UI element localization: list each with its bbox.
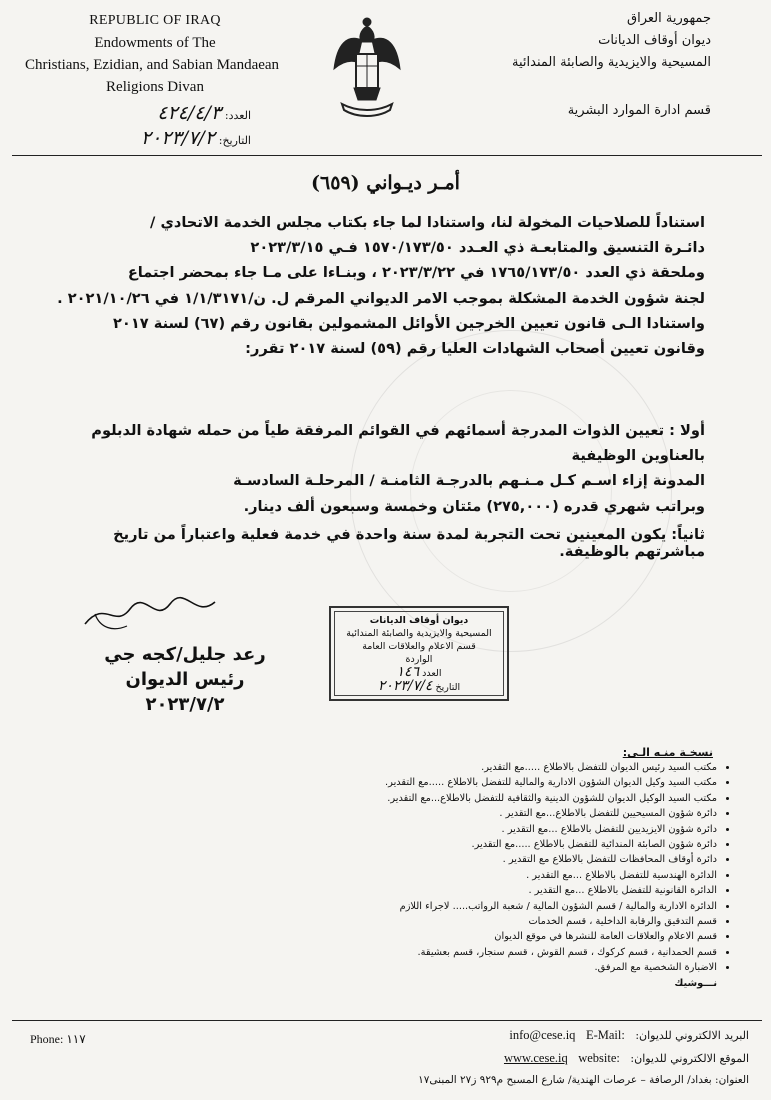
body-line: لجنة شؤون الخدمة المشكلة بموجب الامر الديواني المرقم ل. ن/١/١/٣١٧١ في ٢٠٢١/١٠/٢٦ . <box>57 289 705 307</box>
list-item: • الدائرة الهندسية للتفضل بالاطلاع ...مع التقدير . <box>211 868 717 883</box>
list-item: • مكتب السيد وكيل الديوان الشؤون الادارية والمالية للتفضل بالاطلاع .....مع التقدير. <box>211 775 717 790</box>
copies-list <box>211 760 731 991</box>
stamp-date-label: التاريخ <box>435 682 461 693</box>
iraq-emblem-icon <box>332 14 402 122</box>
list-item: • الدائرة القانونية للتفضل بالاطلاع ...مع التقدير . <box>211 883 717 898</box>
email-label-ar: البريد الالكتروني للديوان: <box>635 1029 749 1042</box>
list-item: • دائرة شؤون الايزيديين للتفضل بالاطلاع ...مع التقدير . <box>211 822 717 837</box>
email-value[interactable]: info@cese.iq <box>509 1028 576 1042</box>
signatory-title: رئيس الديوان <box>125 669 245 690</box>
body-line: وملحقة ذي العدد ١٧٦٥/١٧٣/٥٠ في ٢٠٢٣/٣/٢٢ ، وبنـاءا على مـا جاء بمحضر اجتماع <box>127 264 705 282</box>
body-line: واستنادا الـى قانون تعيين الخرجين الأوائل المشمولين بقانون رقم (٦٧) لسنة ٢٠١٧ <box>113 314 705 332</box>
header-en-line3: Christians, Ezidian, and Sabian Mandaean <box>24 57 280 73</box>
list-item: • قسم الاعلام والعلاقات العامة للنشرها في موقع الديوان <box>211 929 717 944</box>
order-body <box>40 210 705 361</box>
header-english <box>0 10 310 98</box>
copies-heading: نسخـة منـه الـى: <box>622 746 713 759</box>
first-line: وبراتب شهري قدره (٢٧٥,٠٠٠) مئتان وخمسة وسبعون ألف دينار. <box>243 497 705 515</box>
order-first-clause <box>40 418 705 519</box>
order-title: أمـر ديـواني (٦٥٩) <box>311 172 460 194</box>
stamp-line2: المسيحية والايزيدية والصابئة المندائية <box>346 628 492 639</box>
header-ar-line3: المسيحية والايزيدية والصابئة المندائية <box>512 55 711 70</box>
header-arabic <box>411 8 711 122</box>
signature-date: ٢٠٢٣/٧/٢ <box>145 694 225 715</box>
reference-block <box>0 102 251 152</box>
footer-phone <box>30 1032 86 1047</box>
footer-contacts <box>389 1024 749 1088</box>
body-line: استناداً للصلاحيات المخولة لنا، واستنادا لما جاء بكتاب مجلس الخدمة الاتحادي / <box>150 214 705 231</box>
header-en-line1: REPUBLIC OF IRAQ <box>89 13 221 28</box>
stamp-number-value: ١٤٦ <box>396 664 420 680</box>
footer-divider <box>12 1020 762 1021</box>
header-ar-line2: ديوان أوقاف الديانات <box>598 33 711 48</box>
list-item: • الدائرة الادارية والمالية / قسم الشؤون المالية / شعبة الرواتب..... لاجراء اللازم <box>211 899 717 914</box>
first-line: المدونة إزاء اسـم كـل مـنـهم بالدرجـة الثامنـة / المرحلـة السادسـة <box>233 472 705 490</box>
list-item: • مكتب السيد رئيس الديوان للتفضل بالاطلاع .....مع التقدير. <box>211 760 717 775</box>
list-item: نـــوشيك <box>674 977 717 989</box>
header-ar-line1: جمهورية العراق <box>627 11 711 26</box>
incoming-stamp <box>329 606 509 701</box>
list-item: • قسم الحمدانية ، قسم كركوك ، قسم القوش ، قسم سنجار، قسم بعشيقة. <box>211 945 717 960</box>
header-divider <box>12 155 762 156</box>
phone-label: Phone: <box>30 1032 64 1046</box>
email-label-en: E-Mail: <box>585 1028 625 1042</box>
phone-value: ١١٧ <box>66 1032 86 1046</box>
website-link[interactable]: www.cese.iq <box>503 1051 568 1065</box>
signatory-name: رعد جليل/كجه جي <box>104 644 266 665</box>
date-value: ٢٠٢٣/٧/٢ <box>140 127 215 149</box>
body-line: وقانون تعيين أصحاب الشهادات العليا رقم (٥٩) لسنة ٢٠١٧ تقرر: <box>245 340 705 358</box>
first-line: أولا : تعيين الذوات المدرجة أسمائهم في القوائم المرفقة طياً من حمله شهادة الدبلوم بالعناوين الوظيفية <box>91 422 705 465</box>
website-label-ar: الموقع الالكتروني للديوان: <box>630 1052 749 1065</box>
header-en-line2: Endowments of The <box>94 35 216 51</box>
list-item: • قسم التدقيق والرقابة الداخلية ، قسم الخدمات <box>211 914 717 929</box>
body-line: دائـرة التنسيق والمتابعـة ذي العـدد ١٥٧٠/١٧٣/٥٠ فـي ٢٠٢٣/٣/١٥ <box>250 239 705 257</box>
date-label: التاريخ: <box>218 134 251 147</box>
order-second-clause: ثانياً: يكون المعينين تحت التجربة لمدة سنة واحدة في خدمة فعلية واعتباراً من تاريخ مباشرتهم بالوظيفة. <box>113 526 705 560</box>
list-item: • مكتب السيد الوكيل الديوان للشؤون الدينية والثقافية للتفضل بالاطلاع...مع التقدير. <box>211 791 717 806</box>
number-label: العدد: <box>224 109 251 122</box>
list-item: • دائرة شؤون الصابئة المندائية للتفضل بالاطلاع .....مع التقدير. <box>211 837 717 852</box>
handwritten-signature-icon <box>75 594 225 634</box>
signature-block <box>95 642 275 717</box>
footer-address: العنوان: بغداد/ الرصافة – عرصات الهندية/ شارع المسبح م٩٢٩ ز٢٧ المبنى١٧ <box>418 1074 749 1086</box>
header-ar-department: قسم ادارة الموارد البشرية <box>567 103 711 118</box>
header-en-line4: Religions Divan <box>106 79 204 95</box>
stamp-line3: قسم الاعلام والعلاقات العامة <box>362 641 476 652</box>
stamp-number-label: العدد <box>422 668 442 679</box>
list-item: • الاضبارة الشخصية مع المرفق. <box>211 960 717 975</box>
list-item: • دائرة أوقاف المحافظات للتفضل بالاطلاع مع التقدير . <box>211 852 717 867</box>
number-value: ٤٢٤/٤/٣ <box>157 102 222 124</box>
stamp-line1: ديوان أوقاف الديانات <box>369 615 469 626</box>
stamp-line4: الواردة <box>405 654 433 665</box>
website-label-en: website: <box>578 1051 620 1065</box>
list-item: • دائرة شؤون المسيحيين للتفضل بالاطلاع...مع التقدير . <box>211 806 717 821</box>
stamp-date-value: ٢٠٢٣/٧/٤ <box>377 678 433 694</box>
